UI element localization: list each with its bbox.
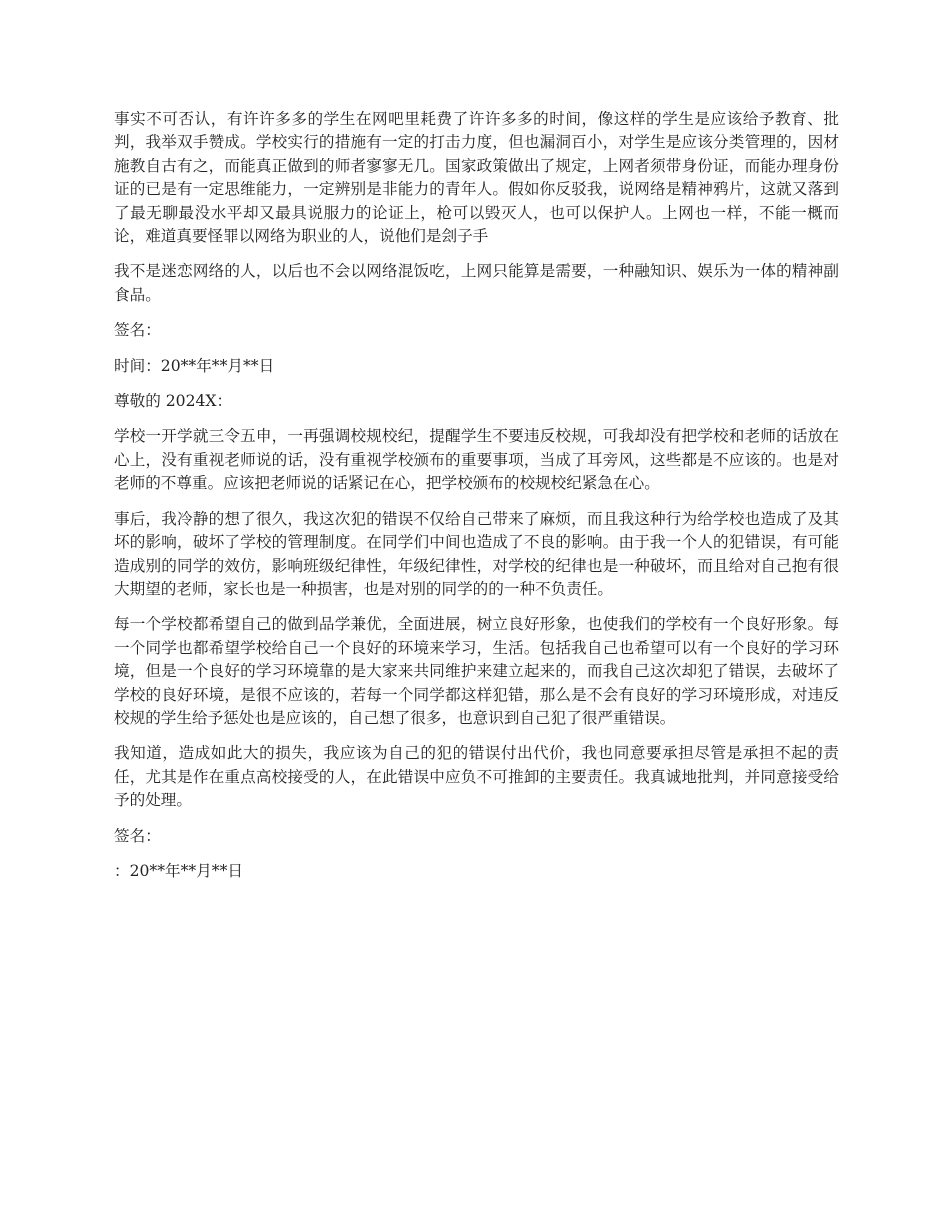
- paragraph-accept-punishment: 我知道，造成如此大的损失，我应该为自己的犯的错误付出代价，我也同意要承担尽管是承担不起的责任，尤其是作在重点高校接受的人，在此错误中应负不可推卸的主要责任。我真诚地批判，并同意接受给予的处理。: [114, 744, 839, 810]
- signature-label-2: 签名：: [114, 826, 161, 845]
- paragraph-school-rules: 学校一开学就三令五申，一再强调校规校纪，提醒学生不要违反校规，可我却没有把学校和老师的话放在心上，没有重视老师说的话，没有重视学校颁布的重要事项，当成了耳旁风，这些都是不应该的。也是对老师的不尊重。应该把老师说的话紧记在心，把学校颁布的校规校纪紧急在心。: [114, 427, 839, 493]
- document-body: [114, 108, 839, 895]
- paragraph-reflection: 事后，我冷静的想了很久，我这次犯的错误不仅给自己带来了麻烦，而且我这种行为给学校也造成了及其坏的影响，破坏了学校的管理制度。在同学们中间也造成了不良的影响。由于我一个人的犯错误，有可能造成别的同学的效仿，影响班级纪律性，年级纪律性，对学校的纪律也是一种破坏，而且给对自己抱有很大期望的老师，家长也是一种损害，也是对别的同学的的一种不负责任。: [114, 509, 839, 598]
- paragraph-school-image: 每一个学校都希望自己的做到品学兼优，全面进展，树立良好形象，也使我们的学校有一个良好形象。每一个同学也都希望学校给自己一个良好的环境来学习，生活。包括我自己也希望可以有一个良好的学习环境，但是一个良好的学习环境靠的是大家来共同维护来建立起来的，而我自己这次却犯了错误，去破坏了学校的良好环境，是很不应该的，若每一个同学都这样犯错，那么是不会有良好的学习环境形成，对违反校规的学生给予惩处也是应该的，自己想了很多，也意识到自己犯了很严重错误。: [114, 615, 839, 727]
- date-line-2: ：20**年**月**日: [114, 861, 243, 880]
- signature-label: 签名：: [114, 321, 161, 340]
- date-line: 时间：20**年**月**日: [114, 356, 275, 375]
- paragraph-internet-argument: 事实不可否认，有许许多多的学生在网吧里耗费了许许多多的时间，像这样的学生是应该给予教育、批判，我举双手赞成。学校实行的措施有一定的打击力度，但也漏洞百小，对学生是应该分类管理的，因材施教自古有之，而能真正做到的师者寥寥无几。国家政策做出了规定，上网者须带身份证，而能办理身份证的已是有一定思维能力，一定辨别是非能力的青年人。假如你反驳我，说网络是精神鸦片，这就又落到了最无聊最没水平却又最具说服力的论证上，枪可以毁灭人，也可以保护人。上网也一样，不能一概而论，难道真要怪罪以网络为职业的人，说他们是刽子手: [114, 110, 839, 246]
- paragraph-not-addicted: 我不是迷恋网络的人，以后也不会以网络混饭吃，上网只能算是需要，一种融知识、娱乐为一体的精神副食品。: [114, 262, 839, 304]
- salutation: 尊敬的 2024X：: [114, 392, 233, 411]
